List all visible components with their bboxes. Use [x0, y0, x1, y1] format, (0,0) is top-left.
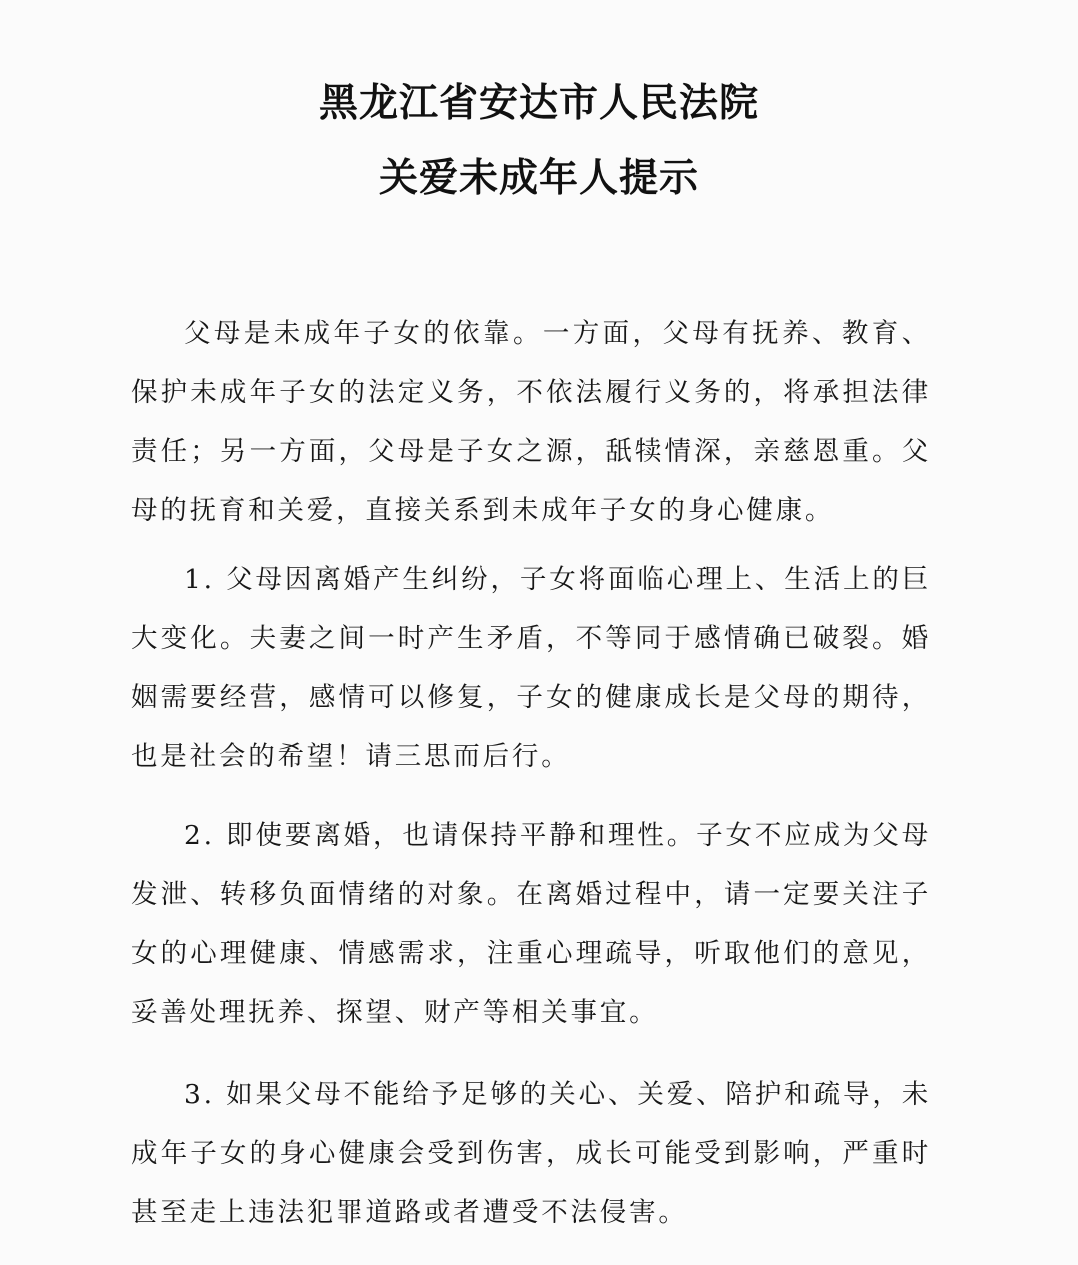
item-2-paragraph: 2. 即使要离婚，也请保持平静和理性。子女不应成为父母发泄、转移负面情绪的对象。在离婚过程中，请一定要关注子女的心理健康、情感需求，注重心理疏导，听取他们的意见，妥善处理抚养、探望、财产等相关事宜。 — [131, 820, 931, 1028]
item-3-paragraph: 3. 如果父母不能给予足够的关心、关爱、陪护和疏导，未成年子女的身心健康会受到伤害，成长可能受到影响，严重时甚至走上违法犯罪道路或者遭受不法侵害。 — [131, 1079, 931, 1228]
intro-paragraph: 父母是未成年子女的依靠。一方面，父母有抚养、教育、保护未成年子女的法定义务，不依法履行义务的，将承担法律责任；另一方面，父母是子女之源，舐犊情深，亲慈恩重。父母的抚育和关爱，直接关系到未成年子女的身心健康。 — [131, 318, 931, 526]
document-title-court: 黑龙江省安达市人民法院 — [318, 80, 759, 126]
item-1-paragraph: 1. 父母因离婚产生纠纷，子女将面临心理上、生活上的巨大变化。夫妻之间一时产生矛盾，不等同于感情确已破裂。婚姻需要经营，感情可以修复，子女的健康成长是父母的期待，也是社会的希望！请三思而后行。 — [131, 564, 931, 772]
document-title-notice: 关爱未成年人提示 — [378, 155, 699, 201]
